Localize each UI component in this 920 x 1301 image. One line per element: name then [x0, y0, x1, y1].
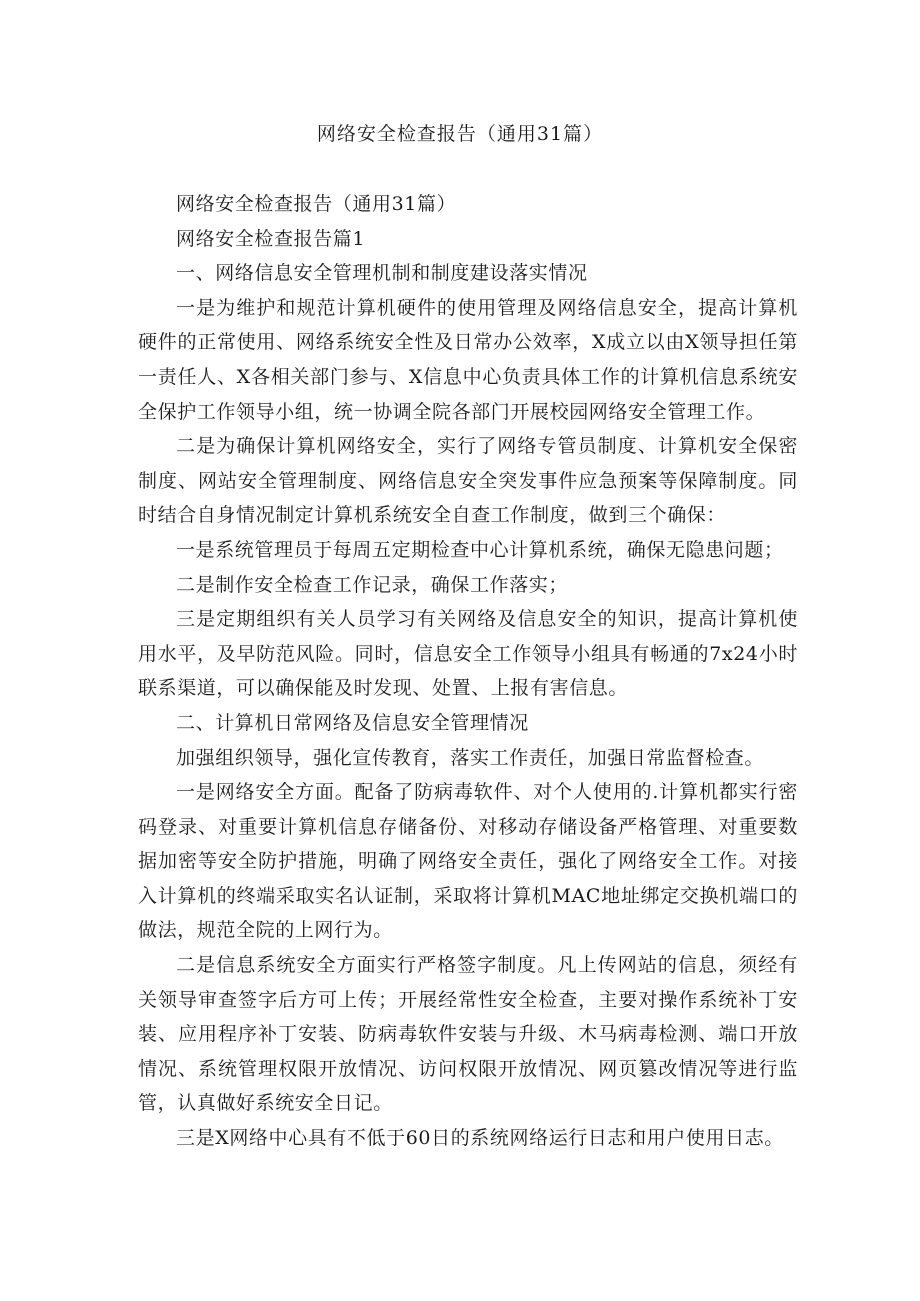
- paragraph: 二是信息系统安全方面实行严格签字制度。凡上传网站的信息，须经有关领导审查签字后方可上传；开展经常性安全检查，主要对操作系统补丁安装、应用程序补丁安装、防病毒软件安装与升级、木马病毒检测、端口开放情况、系统管理权限开放情况、访问权限开放情况、网页篡改情况等进行监管，认真做好系统安全日记。: [138, 954, 798, 1115]
- paragraph: 一是为维护和规范计算机硬件的使用管理及网络信息安全，提高计算机硬件的正常使用、网络系统安全性及日常办公效率，X成立以由X领导担任第一责任人、X各相关部门参与、X信息中心负责具体工作的计算机信息系统安全保护工作领导小组，统一协调全院各部门开展校园网络安全管理工作。: [138, 296, 798, 423]
- paragraph-heading-1: 一、网络信息安全管理机制和制度建设落实情况: [176, 262, 588, 285]
- paragraph-heading-2: 二、计算机日常网络及信息安全管理情况: [176, 711, 529, 734]
- paragraph: 二是制作安全检查工作记录，确保工作落实；: [176, 573, 569, 596]
- paragraph: 三是X网络中心具有不低于60日的系统网络运行日志和用户使用日志。: [176, 1127, 784, 1150]
- paragraph: 一是网络安全方面。配备了防病毒软件、对个人使用的.计算机都实行密码登录、对重要计算机信息存储备份、对移动存储设备严格管理、对重要数据加密等安全防护措施，明确了网络安全责任，强化了网络安全工作。对接入计算机的终端采取实名认证制，采取将计算机MAC地址绑定交换机端口的做法，规范全院的上网行为。: [138, 781, 798, 942]
- paragraph-subtitle: 网络安全检查报告（通用31篇）: [176, 193, 457, 215]
- paragraph: 加强组织领导，强化宣传教育，落实工作责任，加强日常监督检查。: [176, 746, 765, 769]
- document-title: 网络安全检查报告（通用31篇）: [316, 123, 604, 145]
- document-body: [138, 187, 798, 1156]
- paragraph-section-title: 网络安全检查报告篇1: [176, 227, 366, 250]
- paragraph: 三是定期组织有关人员学习有关网络及信息安全的知识，提高计算机使用水平，及早防范风险。同时，信息安全工作领导小组具有畅通的7x24小时联系渠道，可以确保能及时发现、处置、上报有害信息。: [138, 608, 798, 700]
- paragraph: 二是为确保计算机网络安全，实行了网络专管员制度、计算机安全保密制度、网站安全管理制度、网络信息安全突发事件应急预案等保障制度。同时结合自身情况制定计算机系统安全自查工作制度，做到三个确保：: [138, 435, 798, 527]
- paragraph: 一是系统管理员于每周五定期检查中心计算机系统，确保无隐患问题；: [176, 538, 784, 561]
